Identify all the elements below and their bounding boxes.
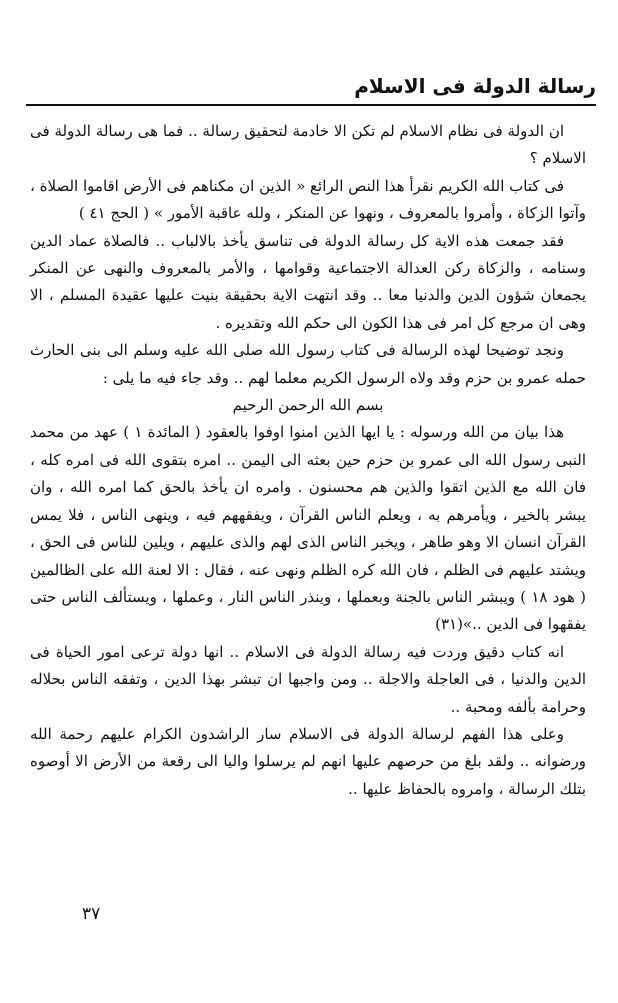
basmala-heading: بسم الله الرحمن الرحيم bbox=[232, 396, 384, 415]
paragraph-2: فى كتاب الله الكريم نقرأ هذا النص الرائع « الذين ان مكناهم فى الأرض اقاموا الصلاة ، وآتوا الزكاة ، وأمروا بالمعروف ، ونهوا عن المنكر ، ولله عاقبة الأمور » ( الحج ٤١ ) bbox=[30, 176, 586, 223]
paragraph-3: فقد جمعت هذه الاية كل رسالة الدولة فى تناسق يأخذ بالالباب .. فالصلاة عماد الدين وسنامه ، والزكاة ركن العدالة الاجتماعية وقوامها ، والأمر بالمعروف والنهى عن المنكر يجمعان شؤون الدين والدنيا معا .. وقد انتهت الاية بحقيقة بنيت عليها عقيدة المسلم ، الا وهى ان مرجع كل امر فى هذا الكون الى حكم الله وتقديره . bbox=[30, 231, 586, 332]
paragraph-4: ونجد توضيحا لهذه الرسالة فى كتاب رسول الله صلى الله عليه وسلم الى بنى الحارث حمله عمرو بن حزم وقد ولاه الرسول الكريم معلما لهم .. وقد جاء فيه ما يلى : bbox=[30, 341, 586, 387]
paragraph-7: وعلى هذا الفهم لرسالة الدولة فى الاسلام سار الراشدون الكرام عليهم رحمة الله ورضوانه .. ولقد بلغ من حرصهم عليها انهم لم يرسلوا واليا الى رقعة من الأرض الا أوصوه بتلك الرسالة ، وامروه بالحفاظ عليها .. bbox=[30, 724, 586, 798]
body-text bbox=[30, 118, 586, 803]
paragraph-6: انه كتاب دقيق وردت فيه رسالة الدولة فى الاسلام .. انها دولة ترعى امور الحياة فى الدين والدنيا ، فى العاجلة والاجلة .. ومن واجبها ان تبشر بهذا الدين ، وتفقه الناس بحلاله وحرامة بألفه ومحبة .. bbox=[30, 642, 586, 716]
page-number: ٣٧ bbox=[82, 904, 101, 924]
paragraph-quote: هذا بيان من الله ورسوله : يا ايها الذين امنوا اوفوا بالعقود ( المائدة ١ ) عهد من محمد النبى رسول الله الى عمرو بن حزم حين بعثه الى اليمن .. امره بتقوى الله فى امره كله ، فان الله مع الذين اتقوا والذين هم محسنون . وامره ان يأخذ بالحق كما امره الله ، وان يبشر بالخير ، ويأمرهم به ، ويعلم الناس القرآن ، ويفقههم فيه ، وينهى الناس ، فلا يمس القرآن انسان الا وهو طاهر ، ويخبر الناس الذى لهم والذى عليهم ، ويلين للناس فى الحق ، ويشتد عليهم فى الظلم ، فان الله كره الظلم ونهى عنه ، فقال : الا لعنة الله على الظالمين ( هود ١٨ ) ويبشر الناس بالجنة وبعملها ، وينذر الناس النار ، وعملها ، ويستألف الناس حتى يفقهوا فى الدين ..»(٣١) bbox=[30, 423, 587, 634]
running-header bbox=[26, 70, 596, 106]
paragraph-1: ان الدولة فى نظام الاسلام لم تكن الا خادمة لتحقيق رسالة .. فما هى رسالة الدولة فى الاسلام ؟ bbox=[30, 122, 586, 168]
running-header-title: رسالة الدولة فى الاسلام bbox=[354, 74, 596, 98]
